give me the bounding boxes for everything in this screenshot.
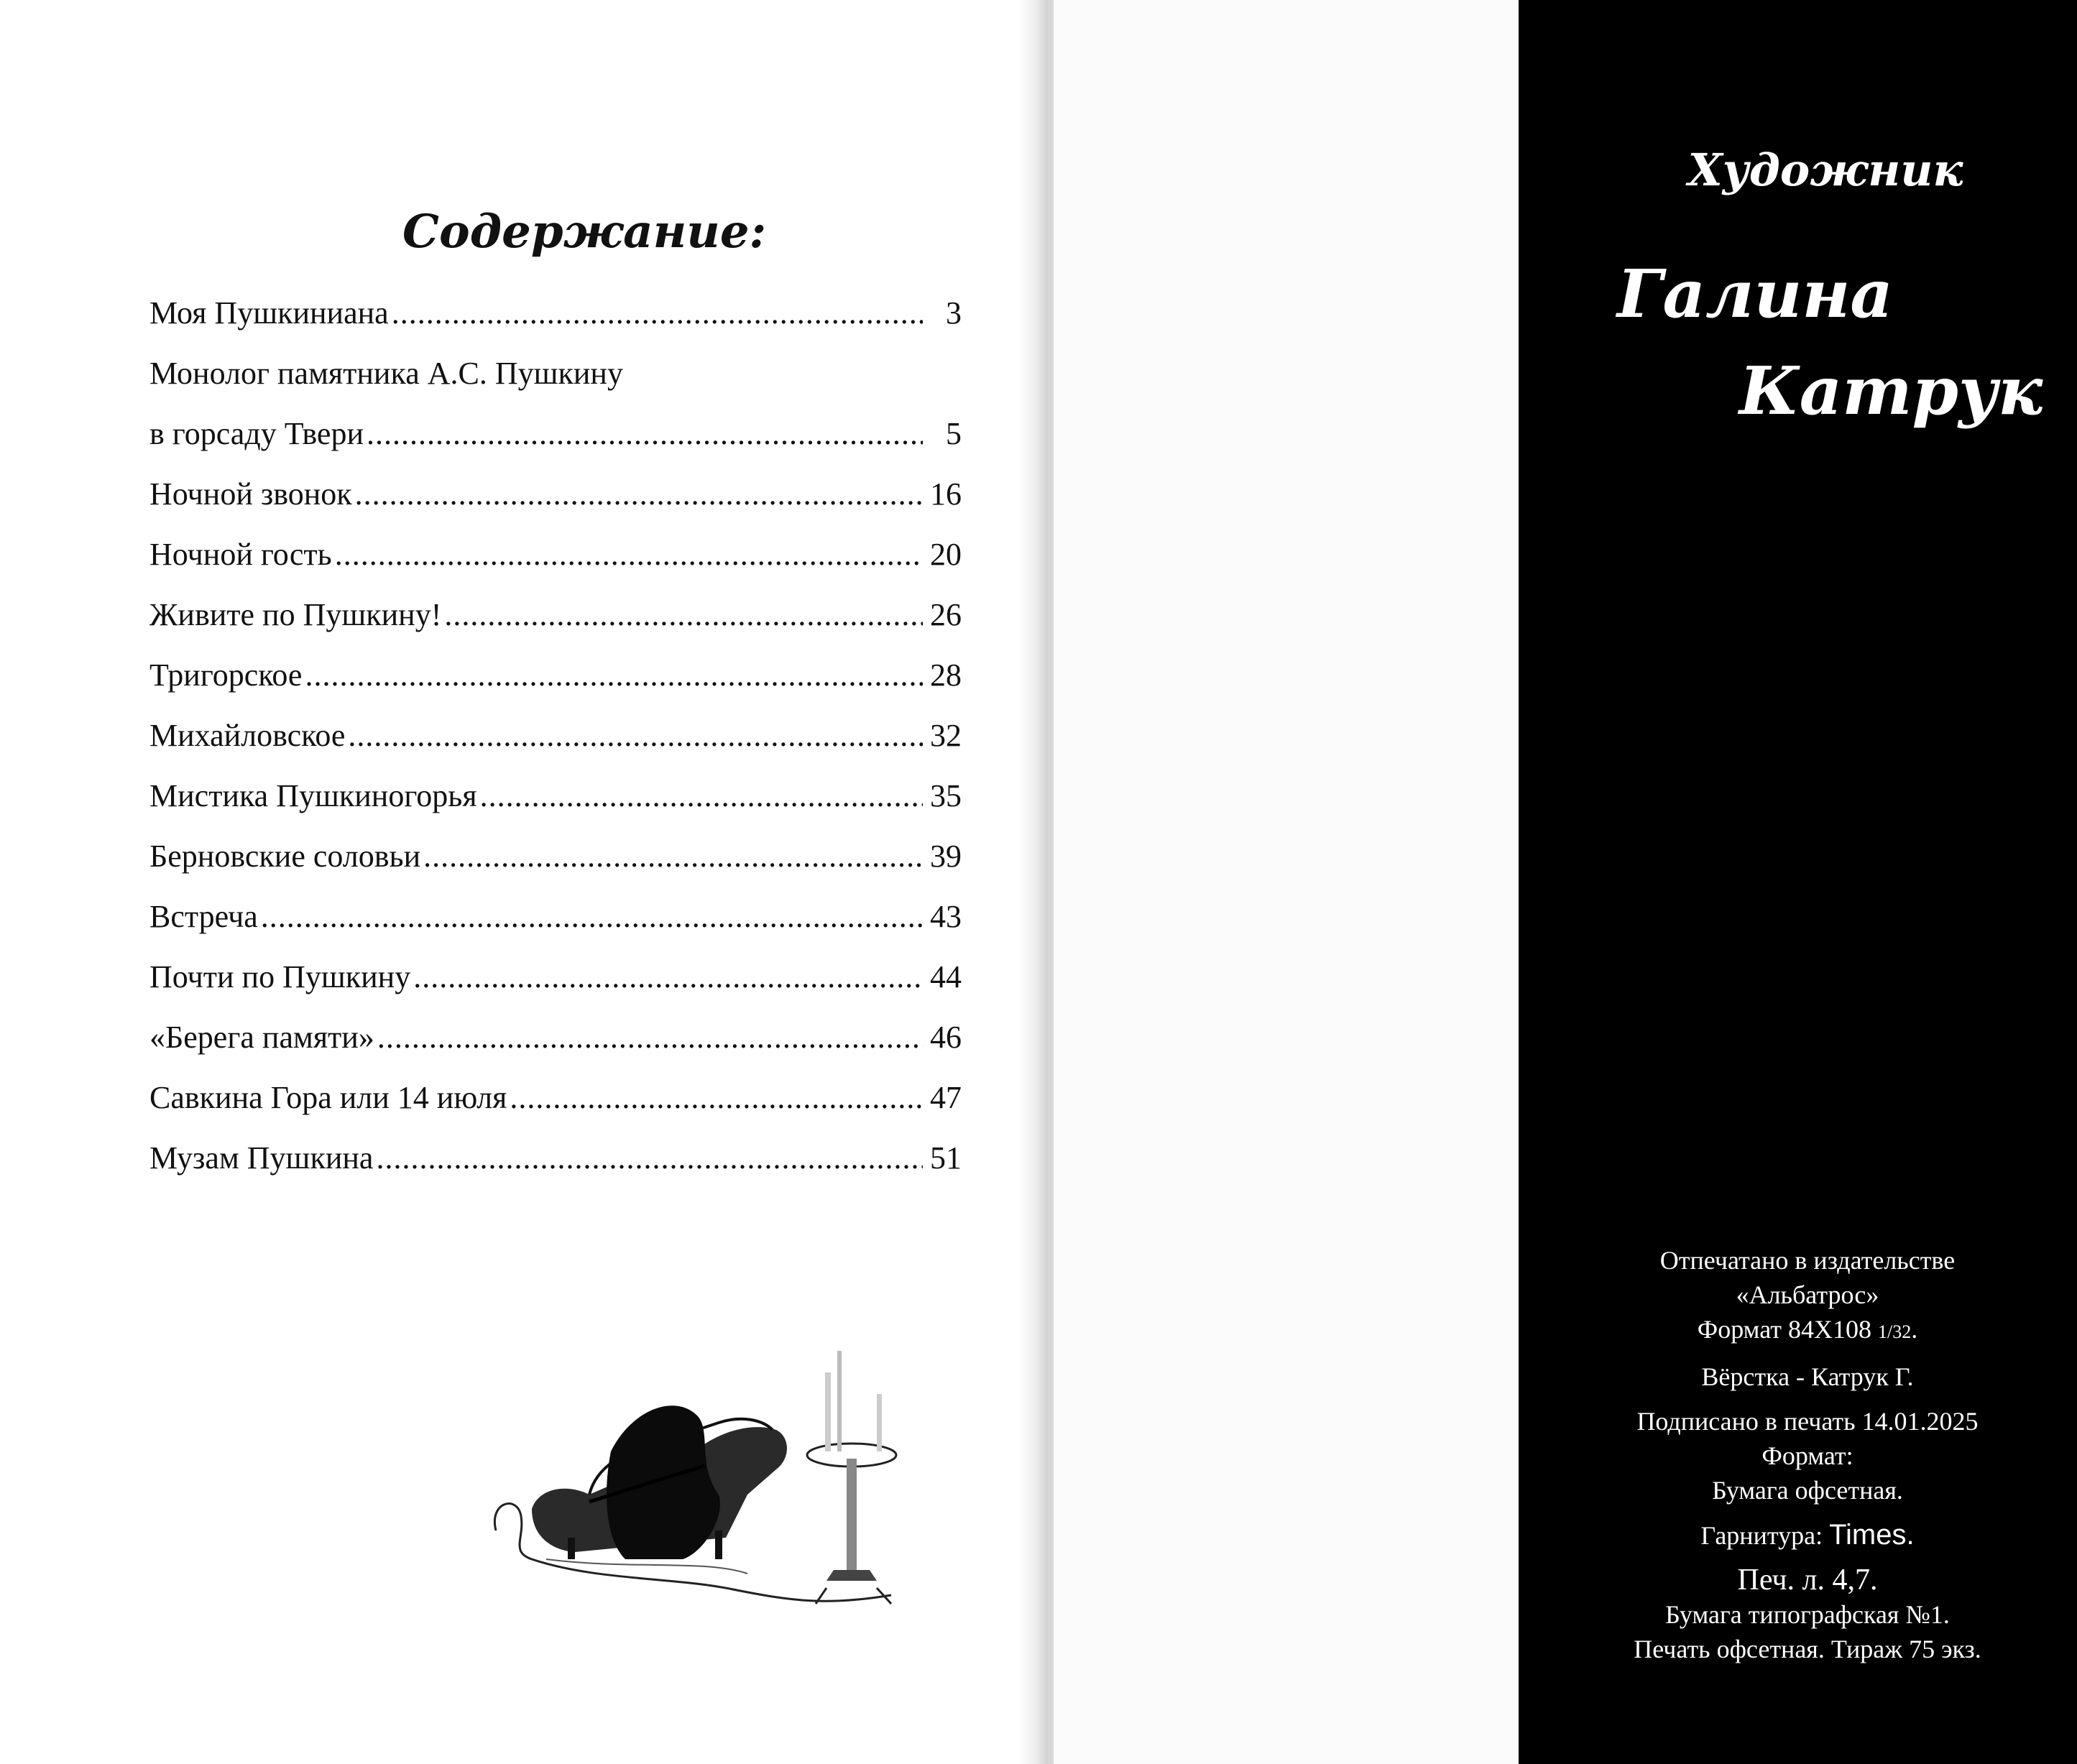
toc-entry-page: 43 (930, 899, 962, 934)
imprint-sheets: Печ. л. 4,7. (1737, 1564, 1878, 1597)
imprint-print-run: Печать офсетная. Тираж 75 экз. (1634, 1635, 1981, 1663)
toc-leader-dots (392, 295, 923, 331)
artist-last-name: Катрук (1739, 352, 2043, 430)
toc-leader-dots (377, 1019, 923, 1056)
toc-leader-dots (376, 1140, 923, 1176)
toc-entry-title: Михайловское (149, 718, 346, 753)
toc-entry (149, 777, 962, 838)
toc-entry-title: Ночной звонок (149, 476, 352, 512)
chaise-longue-illustration (489, 1322, 956, 1631)
toc-entry-page: 28 (930, 657, 962, 693)
table-of-contents (149, 295, 962, 1200)
toc-entry-title: Савкина Гора или 14 июля (149, 1080, 507, 1115)
imprint-paper-type: Бумага типографская №1. (1665, 1600, 1950, 1629)
toc-entry-title: Моя Пушкиниана (149, 295, 389, 331)
toc-entry (149, 476, 962, 536)
imprint-layout: Вёрстка - Катрук Г. (1701, 1362, 1914, 1391)
toc-leader-dots (348, 717, 923, 754)
toc-entry-page: 20 (930, 537, 962, 572)
artist-first-name: Галина (1617, 255, 1894, 333)
imprint-format-label: Формат: (1761, 1441, 1853, 1470)
toc-entry-title: Почти по Пушкину (149, 959, 411, 994)
toc-entry-title: Берновские соловьи (149, 839, 421, 874)
toc-entry-page: 5 (946, 416, 962, 451)
toc-entry-page: 47 (930, 1080, 962, 1115)
toc-leader-dots (510, 1079, 923, 1116)
toc-entry (149, 657, 962, 717)
toc-entry (149, 1140, 962, 1200)
toc-entry (149, 959, 962, 1019)
toc-entry (149, 717, 962, 777)
toc-entry-page: 32 (930, 718, 962, 753)
toc-entry (149, 415, 962, 476)
toc-entry-page: 39 (930, 839, 962, 874)
toc-entry-page: 51 (930, 1140, 962, 1176)
toc-entry-page: 35 (930, 778, 962, 813)
blank-page (1048, 0, 1519, 1764)
page-edge (1048, 0, 1054, 1764)
toc-entry-page: 16 (930, 476, 962, 512)
left-page (0, 0, 1035, 1764)
toc-leader-dots (413, 959, 923, 995)
toc-leader-dots (335, 536, 923, 573)
toc-entry-title: в горсаду Твери (149, 416, 364, 451)
gutter-shadow (1019, 0, 1048, 1764)
toc-leader-dots (480, 777, 923, 814)
toc-entry (149, 1019, 962, 1079)
toc-leader-dots (444, 596, 923, 633)
toc-entry-page: 26 (930, 597, 962, 632)
toc-entry-page: 44 (930, 959, 962, 994)
imprint-line: Отпечатано в издательстве (1659, 1246, 1956, 1275)
imprint-paper: Бумага офсетная. (1712, 1476, 1903, 1505)
imprint-format: Формат 84Х108 1/32. (1697, 1315, 1918, 1344)
toc-entry (149, 295, 962, 355)
toc-entry-title: Встреча (149, 899, 258, 934)
toc-leader-dots (305, 657, 923, 693)
toc-entry (149, 898, 962, 959)
toc-entry (149, 838, 962, 898)
imprint-block (1592, 1243, 2023, 1666)
toc-entry-title: «Берега памяти» (149, 1020, 374, 1055)
artist-label: Художник (1687, 144, 1963, 196)
toc-entry (149, 355, 962, 415)
toc-leader-dots (423, 838, 923, 874)
toc-entry-title: Живите по Пушкину! (149, 597, 442, 632)
toc-entry (149, 536, 962, 596)
toc-entry-title: Музам Пушкина (149, 1140, 374, 1176)
toc-leader-dots (261, 898, 923, 935)
toc-entry-page: 3 (946, 295, 962, 331)
imprint-typeface: Гарнитура: Times. (1700, 1519, 1915, 1551)
toc-heading: Содержание: (402, 205, 767, 259)
toc-entry-page: 46 (930, 1020, 962, 1055)
imprint-publisher: «Альбатрос» (1736, 1280, 1879, 1309)
toc-entry-title: Монолог памятника А.С. Пушкину (149, 356, 623, 391)
toc-entry-title: Тригорское (149, 657, 303, 693)
toc-entry-title: Ночной гость (149, 537, 332, 572)
toc-entry (149, 596, 962, 657)
imprint-signed: Подписано в печать 14.01.2025 (1636, 1407, 1979, 1436)
toc-leader-dots (367, 415, 923, 452)
toc-entry-title: Мистика Пушкиногорья (149, 778, 477, 813)
toc-entry (149, 1079, 962, 1140)
toc-leader-dots (355, 476, 923, 512)
